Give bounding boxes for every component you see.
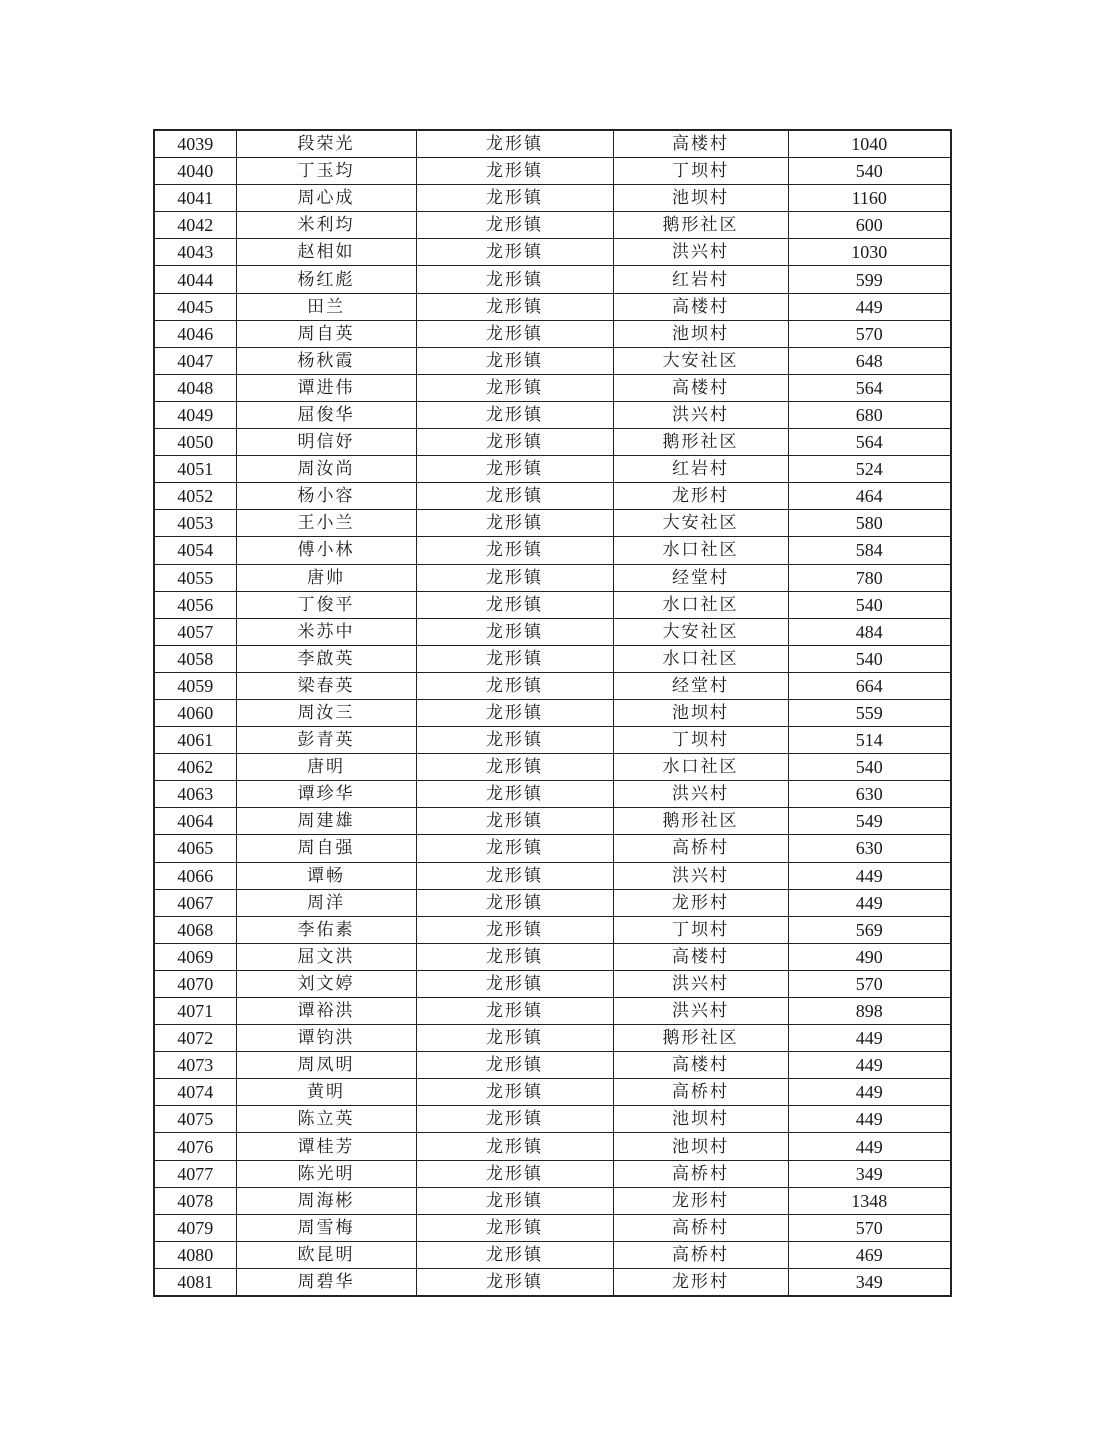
name-cell: 周凤明 [236, 1052, 416, 1079]
village-cell: 水口社区 [613, 754, 788, 781]
row-number-cell: 4063 [154, 781, 236, 808]
table-row [154, 1106, 951, 1133]
row-number-cell: 4074 [154, 1079, 236, 1106]
village-cell: 龙形村 [613, 483, 788, 510]
amount-cell: 540 [788, 754, 951, 781]
name-cell: 周碧华 [236, 1268, 416, 1296]
table-row [154, 483, 951, 510]
village-cell: 高楼村 [613, 1052, 788, 1079]
name-cell: 米苏中 [236, 618, 416, 645]
village-cell: 水口社区 [613, 537, 788, 564]
amount-cell: 469 [788, 1241, 951, 1268]
table-row [154, 672, 951, 699]
name-cell: 周心成 [236, 185, 416, 212]
town-cell: 龙形镇 [416, 754, 613, 781]
village-cell: 高楼村 [613, 293, 788, 320]
name-cell: 周雪梅 [236, 1214, 416, 1241]
row-number-cell: 4049 [154, 401, 236, 428]
town-cell: 龙形镇 [416, 781, 613, 808]
row-number-cell: 4072 [154, 1025, 236, 1052]
town-cell: 龙形镇 [416, 1106, 613, 1133]
name-cell: 田兰 [236, 293, 416, 320]
amount-cell: 1030 [788, 239, 951, 266]
row-number-cell: 4053 [154, 510, 236, 537]
name-cell: 丁俊平 [236, 591, 416, 618]
table-row [154, 970, 951, 997]
village-cell: 池坝村 [613, 320, 788, 347]
name-cell: 屈俊华 [236, 401, 416, 428]
name-cell: 李啟英 [236, 645, 416, 672]
row-number-cell: 4076 [154, 1133, 236, 1160]
table-row [154, 239, 951, 266]
town-cell: 龙形镇 [416, 1187, 613, 1214]
row-number-cell: 4047 [154, 347, 236, 374]
town-cell: 龙形镇 [416, 1160, 613, 1187]
amount-cell: 524 [788, 456, 951, 483]
town-cell: 龙形镇 [416, 618, 613, 645]
row-number-cell: 4070 [154, 970, 236, 997]
name-cell: 黄明 [236, 1079, 416, 1106]
name-cell: 周汝三 [236, 699, 416, 726]
row-number-cell: 4041 [154, 185, 236, 212]
table-row [154, 130, 951, 158]
town-cell: 龙形镇 [416, 727, 613, 754]
village-cell: 龙形村 [613, 1187, 788, 1214]
table-row [154, 1079, 951, 1106]
amount-cell: 600 [788, 212, 951, 239]
row-number-cell: 4081 [154, 1268, 236, 1296]
name-cell: 王小兰 [236, 510, 416, 537]
village-cell: 龙形村 [613, 889, 788, 916]
village-cell: 大安社区 [613, 618, 788, 645]
village-cell: 鹅形社区 [613, 429, 788, 456]
village-cell: 洪兴村 [613, 401, 788, 428]
table-row [154, 293, 951, 320]
table-row [154, 401, 951, 428]
village-cell: 丁坝村 [613, 727, 788, 754]
roster-table [153, 129, 952, 1297]
table-row [154, 943, 951, 970]
row-number-cell: 4048 [154, 374, 236, 401]
table-row [154, 835, 951, 862]
row-number-cell: 4068 [154, 916, 236, 943]
town-cell: 龙形镇 [416, 1052, 613, 1079]
town-cell: 龙形镇 [416, 347, 613, 374]
row-number-cell: 4051 [154, 456, 236, 483]
amount-cell: 564 [788, 429, 951, 456]
name-cell: 丁玉均 [236, 158, 416, 185]
table-row [154, 1160, 951, 1187]
table-row [154, 374, 951, 401]
amount-cell: 514 [788, 727, 951, 754]
table-row [154, 564, 951, 591]
amount-cell: 570 [788, 320, 951, 347]
table-row [154, 618, 951, 645]
town-cell: 龙形镇 [416, 239, 613, 266]
table-row [154, 158, 951, 185]
village-cell: 洪兴村 [613, 862, 788, 889]
amount-cell: 449 [788, 889, 951, 916]
town-cell: 龙形镇 [416, 645, 613, 672]
table-row [154, 781, 951, 808]
amount-cell: 449 [788, 1025, 951, 1052]
amount-cell: 780 [788, 564, 951, 591]
village-cell: 龙形村 [613, 1268, 788, 1296]
name-cell: 刘文婷 [236, 970, 416, 997]
town-cell: 龙形镇 [416, 1025, 613, 1052]
village-cell: 洪兴村 [613, 970, 788, 997]
amount-cell: 648 [788, 347, 951, 374]
row-number-cell: 4067 [154, 889, 236, 916]
amount-cell: 449 [788, 1133, 951, 1160]
village-cell: 高桥村 [613, 835, 788, 862]
table-row [154, 266, 951, 293]
amount-cell: 1040 [788, 130, 951, 158]
town-cell: 龙形镇 [416, 862, 613, 889]
row-number-cell: 4050 [154, 429, 236, 456]
amount-cell: 580 [788, 510, 951, 537]
amount-cell: 630 [788, 781, 951, 808]
village-cell: 鹅形社区 [613, 1025, 788, 1052]
row-number-cell: 4039 [154, 130, 236, 158]
table-row [154, 212, 951, 239]
town-cell: 龙形镇 [416, 564, 613, 591]
town-cell: 龙形镇 [416, 889, 613, 916]
name-cell: 欧昆明 [236, 1241, 416, 1268]
village-cell: 池坝村 [613, 1106, 788, 1133]
town-cell: 龙形镇 [416, 1133, 613, 1160]
town-cell: 龙形镇 [416, 130, 613, 158]
amount-cell: 570 [788, 970, 951, 997]
table-row [154, 862, 951, 889]
table-row [154, 591, 951, 618]
town-cell: 龙形镇 [416, 591, 613, 618]
table-row [154, 645, 951, 672]
name-cell: 米利均 [236, 212, 416, 239]
row-number-cell: 4066 [154, 862, 236, 889]
name-cell: 谭进伟 [236, 374, 416, 401]
town-cell: 龙形镇 [416, 1268, 613, 1296]
amount-cell: 549 [788, 808, 951, 835]
amount-cell: 540 [788, 591, 951, 618]
row-number-cell: 4042 [154, 212, 236, 239]
village-cell: 丁坝村 [613, 916, 788, 943]
town-cell: 龙形镇 [416, 835, 613, 862]
amount-cell: 349 [788, 1160, 951, 1187]
row-number-cell: 4059 [154, 672, 236, 699]
town-cell: 龙形镇 [416, 1241, 613, 1268]
name-cell: 周海彬 [236, 1187, 416, 1214]
table-row [154, 347, 951, 374]
name-cell: 唐帅 [236, 564, 416, 591]
name-cell: 段荣光 [236, 130, 416, 158]
name-cell: 杨小容 [236, 483, 416, 510]
town-cell: 龙形镇 [416, 293, 613, 320]
table-row [154, 537, 951, 564]
amount-cell: 599 [788, 266, 951, 293]
name-cell: 谭珍华 [236, 781, 416, 808]
table-row [154, 754, 951, 781]
row-number-cell: 4073 [154, 1052, 236, 1079]
table-row [154, 1187, 951, 1214]
village-cell: 红岩村 [613, 456, 788, 483]
village-cell: 丁坝村 [613, 158, 788, 185]
town-cell: 龙形镇 [416, 212, 613, 239]
amount-cell: 490 [788, 943, 951, 970]
row-number-cell: 4056 [154, 591, 236, 618]
town-cell: 龙形镇 [416, 483, 613, 510]
amount-cell: 484 [788, 618, 951, 645]
amount-cell: 540 [788, 645, 951, 672]
town-cell: 龙形镇 [416, 320, 613, 347]
table-row [154, 1052, 951, 1079]
village-cell: 大安社区 [613, 347, 788, 374]
row-number-cell: 4046 [154, 320, 236, 347]
row-number-cell: 4064 [154, 808, 236, 835]
town-cell: 龙形镇 [416, 185, 613, 212]
amount-cell: 569 [788, 916, 951, 943]
amount-cell: 449 [788, 1052, 951, 1079]
amount-cell: 584 [788, 537, 951, 564]
row-number-cell: 4060 [154, 699, 236, 726]
town-cell: 龙形镇 [416, 158, 613, 185]
name-cell: 彭青英 [236, 727, 416, 754]
row-number-cell: 4071 [154, 998, 236, 1025]
row-number-cell: 4075 [154, 1106, 236, 1133]
town-cell: 龙形镇 [416, 1079, 613, 1106]
table-row [154, 185, 951, 212]
row-number-cell: 4043 [154, 239, 236, 266]
amount-cell: 1160 [788, 185, 951, 212]
row-number-cell: 4045 [154, 293, 236, 320]
town-cell: 龙形镇 [416, 699, 613, 726]
amount-cell: 898 [788, 998, 951, 1025]
amount-cell: 449 [788, 1106, 951, 1133]
village-cell: 高桥村 [613, 1214, 788, 1241]
amount-cell: 680 [788, 401, 951, 428]
row-number-cell: 4069 [154, 943, 236, 970]
name-cell: 周建雄 [236, 808, 416, 835]
table-row [154, 429, 951, 456]
name-cell: 梁春英 [236, 672, 416, 699]
village-cell: 洪兴村 [613, 239, 788, 266]
name-cell: 明信妤 [236, 429, 416, 456]
town-cell: 龙形镇 [416, 672, 613, 699]
name-cell: 唐明 [236, 754, 416, 781]
town-cell: 龙形镇 [416, 808, 613, 835]
village-cell: 水口社区 [613, 591, 788, 618]
town-cell: 龙形镇 [416, 266, 613, 293]
name-cell: 周洋 [236, 889, 416, 916]
name-cell: 谭裕洪 [236, 998, 416, 1025]
village-cell: 池坝村 [613, 185, 788, 212]
amount-cell: 464 [788, 483, 951, 510]
row-number-cell: 4052 [154, 483, 236, 510]
village-cell: 高桥村 [613, 1079, 788, 1106]
table-row [154, 916, 951, 943]
table-row [154, 727, 951, 754]
town-cell: 龙形镇 [416, 401, 613, 428]
amount-cell: 630 [788, 835, 951, 862]
table-row [154, 1214, 951, 1241]
name-cell: 谭桂芳 [236, 1133, 416, 1160]
village-cell: 鹅形社区 [613, 212, 788, 239]
table-row [154, 998, 951, 1025]
table-row [154, 699, 951, 726]
village-cell: 经堂村 [613, 564, 788, 591]
row-number-cell: 4044 [154, 266, 236, 293]
village-cell: 洪兴村 [613, 781, 788, 808]
name-cell: 杨秋霞 [236, 347, 416, 374]
row-number-cell: 4057 [154, 618, 236, 645]
village-cell: 池坝村 [613, 1133, 788, 1160]
roster-body [154, 130, 951, 1296]
name-cell: 谭畅 [236, 862, 416, 889]
row-number-cell: 4078 [154, 1187, 236, 1214]
amount-cell: 449 [788, 1079, 951, 1106]
row-number-cell: 4055 [154, 564, 236, 591]
village-cell: 大安社区 [613, 510, 788, 537]
village-cell: 高楼村 [613, 943, 788, 970]
town-cell: 龙形镇 [416, 916, 613, 943]
name-cell: 陈立英 [236, 1106, 416, 1133]
row-number-cell: 4080 [154, 1241, 236, 1268]
town-cell: 龙形镇 [416, 429, 613, 456]
village-cell: 红岩村 [613, 266, 788, 293]
table-row [154, 1241, 951, 1268]
village-cell: 池坝村 [613, 699, 788, 726]
name-cell: 杨红彪 [236, 266, 416, 293]
row-number-cell: 4054 [154, 537, 236, 564]
village-cell: 高桥村 [613, 1160, 788, 1187]
amount-cell: 664 [788, 672, 951, 699]
table-row [154, 456, 951, 483]
name-cell: 傅小林 [236, 537, 416, 564]
name-cell: 屈文洪 [236, 943, 416, 970]
town-cell: 龙形镇 [416, 510, 613, 537]
town-cell: 龙形镇 [416, 998, 613, 1025]
table-row [154, 1025, 951, 1052]
name-cell: 李佑素 [236, 916, 416, 943]
name-cell: 赵相如 [236, 239, 416, 266]
town-cell: 龙形镇 [416, 456, 613, 483]
table-row [154, 889, 951, 916]
table-row [154, 510, 951, 537]
name-cell: 陈光明 [236, 1160, 416, 1187]
town-cell: 龙形镇 [416, 537, 613, 564]
amount-cell: 564 [788, 374, 951, 401]
row-number-cell: 4077 [154, 1160, 236, 1187]
name-cell: 谭钧洪 [236, 1025, 416, 1052]
town-cell: 龙形镇 [416, 374, 613, 401]
town-cell: 龙形镇 [416, 1214, 613, 1241]
amount-cell: 349 [788, 1268, 951, 1296]
amount-cell: 1348 [788, 1187, 951, 1214]
village-cell: 高桥村 [613, 1241, 788, 1268]
row-number-cell: 4058 [154, 645, 236, 672]
amount-cell: 449 [788, 862, 951, 889]
town-cell: 龙形镇 [416, 970, 613, 997]
village-cell: 鹅形社区 [613, 808, 788, 835]
amount-cell: 449 [788, 293, 951, 320]
village-cell: 经堂村 [613, 672, 788, 699]
row-number-cell: 4079 [154, 1214, 236, 1241]
name-cell: 周汝尚 [236, 456, 416, 483]
village-cell: 高楼村 [613, 374, 788, 401]
name-cell: 周自英 [236, 320, 416, 347]
row-number-cell: 4040 [154, 158, 236, 185]
table-row [154, 1133, 951, 1160]
name-cell: 周自强 [236, 835, 416, 862]
town-cell: 龙形镇 [416, 943, 613, 970]
row-number-cell: 4061 [154, 727, 236, 754]
amount-cell: 540 [788, 158, 951, 185]
table-row [154, 808, 951, 835]
amount-cell: 559 [788, 699, 951, 726]
amount-cell: 570 [788, 1214, 951, 1241]
table-row [154, 320, 951, 347]
row-number-cell: 4062 [154, 754, 236, 781]
village-cell: 洪兴村 [613, 998, 788, 1025]
row-number-cell: 4065 [154, 835, 236, 862]
village-cell: 高楼村 [613, 130, 788, 158]
table-row [154, 1268, 951, 1296]
village-cell: 水口社区 [613, 645, 788, 672]
